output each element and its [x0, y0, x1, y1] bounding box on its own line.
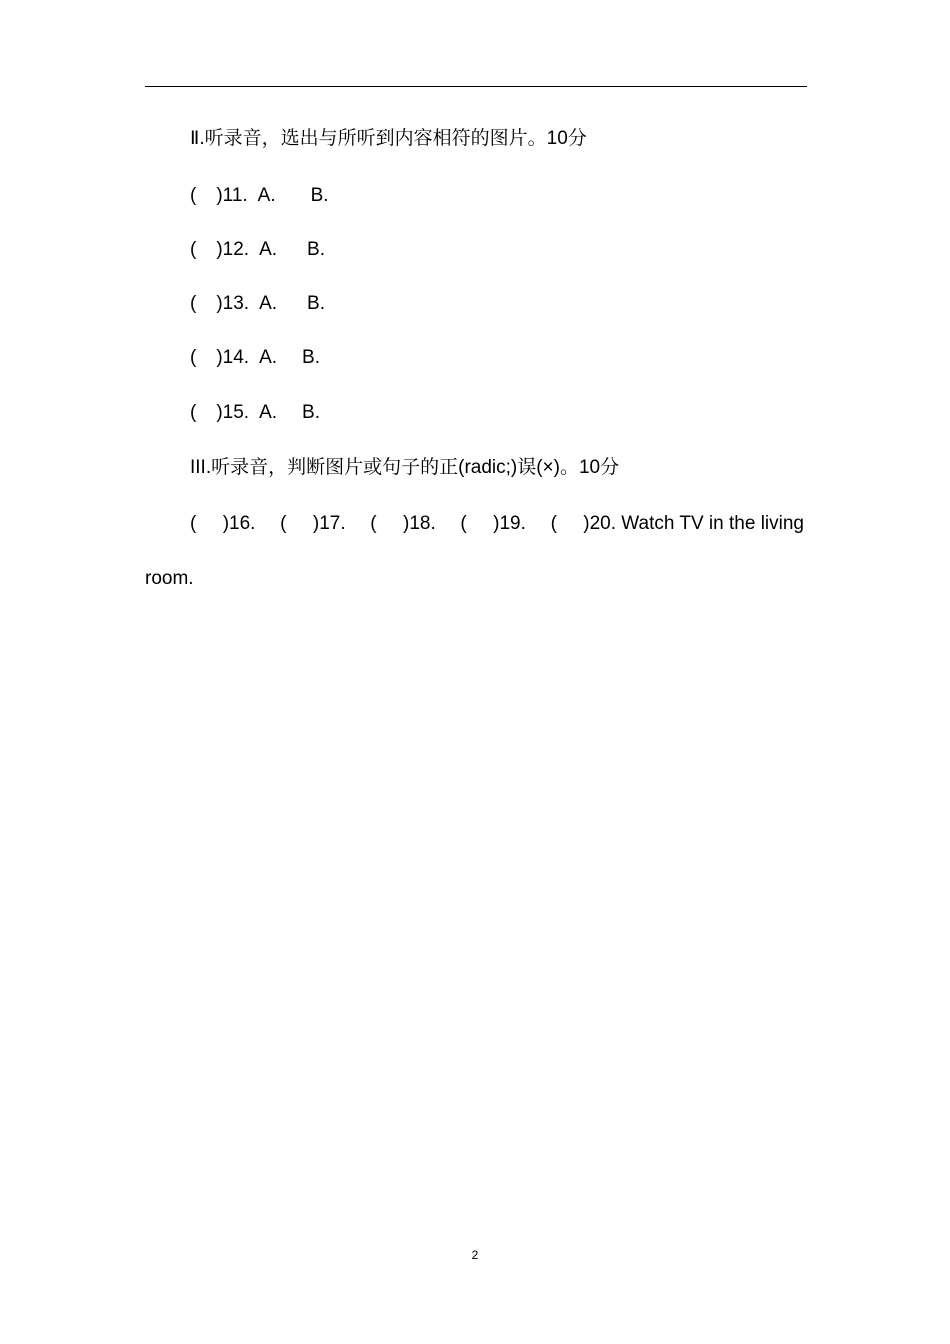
question-11-option-a: A.: [257, 185, 276, 206]
question-14-option-a: A.: [259, 347, 278, 368]
question-12-open-paren: (: [190, 239, 197, 260]
question-13-option-a: A.: [259, 293, 278, 314]
question-12-option-a: A.: [259, 239, 278, 260]
question-13-open-paren: (: [190, 293, 197, 314]
question-15-option-b: B.: [302, 402, 320, 423]
judge-item-19: ( )19.: [460, 513, 526, 534]
question-11-number: 11.: [222, 185, 248, 206]
question-11-close-paren: ): [216, 185, 223, 206]
header-rule: [145, 86, 807, 87]
section-3-heading: III.听录音，判断图片或句子的正(radic;)误(×)。10分: [190, 457, 620, 478]
question-13-option-b: B.: [307, 293, 325, 314]
question-11-option-b: B.: [310, 185, 329, 206]
question-12-close-paren: ): [216, 239, 223, 260]
question-14-option-b: B.: [302, 347, 320, 368]
judge-item-18: ( )18.: [370, 513, 436, 534]
question-11: [190, 184, 329, 208]
question-15-close-paren: ): [216, 402, 223, 423]
question-15-open-paren: (: [190, 402, 197, 423]
question-11-open-paren: (: [190, 185, 197, 206]
judge-item-20: ( )20. Watch TV in the living: [550, 513, 804, 534]
question-13-close-paren: ): [216, 293, 223, 314]
page-number: 2: [471, 1248, 479, 1262]
question-12: [190, 238, 325, 262]
question-15-number: 15.: [222, 402, 250, 423]
section-2-heading: Ⅱ.听录音，选出与所听到内容相符的图片。10分: [190, 128, 587, 149]
question-15-option-a: A.: [259, 402, 278, 423]
question-13-number: 13.: [222, 293, 250, 314]
question-14-open-paren: (: [190, 347, 197, 368]
judge-items-row: [190, 512, 804, 536]
question-14-number: 14.: [222, 347, 250, 368]
question-13: [190, 292, 325, 316]
question-14-close-paren: ): [216, 347, 223, 368]
question-12-number: 12.: [222, 239, 250, 260]
judge-item-16: ( )16.: [190, 513, 256, 534]
judge-item-20-continued: room.: [145, 568, 194, 589]
question-14: [190, 346, 320, 370]
question-12-option-b: B.: [307, 239, 325, 260]
question-15: [190, 401, 320, 425]
judge-item-17: ( )17.: [280, 513, 346, 534]
